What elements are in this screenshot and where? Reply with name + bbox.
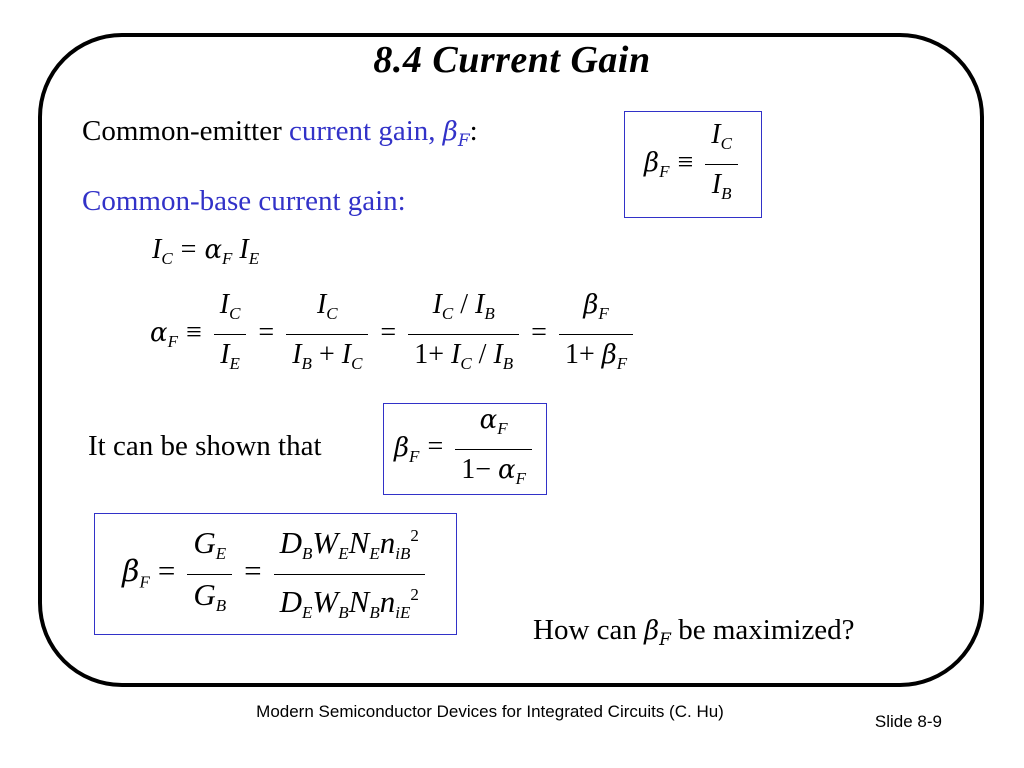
common-base-label: Common-base current gain:: [82, 185, 406, 217]
common-emitter-label: Common-emitter: [82, 115, 289, 147]
footer-book-title: Modern Semiconductor Devices for Integrated Circuits (C. Hu): [256, 702, 724, 721]
beta-symbol-question: $\beta_F$: [644, 616, 671, 650]
footer-slide-number: Slide 8-9: [874, 712, 942, 731]
beta-symbol: $\beta_F$: [442, 117, 470, 151]
common-emitter-line: [82, 115, 478, 151]
maximize-question: How can $\beta_F$ be maximized?: [533, 614, 855, 650]
beta-alpha-equation: $\beta_F$ = $\frac{\alpha_F}{1- \alpha_F}$: [394, 400, 536, 499]
beta-gummel-equation: $\beta_F$ = $\frac{G_E}{G_B}$ = $\frac{D_BW_EN_EniB^2}{D_EW_BN_BniE^2}$: [122, 516, 429, 633]
alpha-derivation-equation: $\alpha_F$ ≡ $\frac{I_C}{I_E}$ = $\frac{I_C}{I_B + I_C}$ = $\frac{I_C / I_B}{1+ I_C / I_B}$ = $\frac{\beta_F}{1+ \beta_F}$: [150, 285, 637, 384]
it-can-be-shown-label: It can be shown that: [88, 430, 322, 462]
ic-alpha-equation: $I_C = \alpha_F$ $I_E$: [152, 234, 260, 268]
slide-title: 8.4 Current Gain: [373, 39, 651, 81]
beta-definition-box: [624, 111, 762, 218]
beta-gummel-box: [94, 513, 457, 635]
current-gain-label: current gain,: [289, 115, 443, 147]
colon: :: [469, 115, 478, 147]
beta-alpha-box: [383, 403, 547, 495]
beta-definition-equation: $\beta_F$ ≡ $\frac{I_C}{I_B}$: [644, 115, 742, 214]
